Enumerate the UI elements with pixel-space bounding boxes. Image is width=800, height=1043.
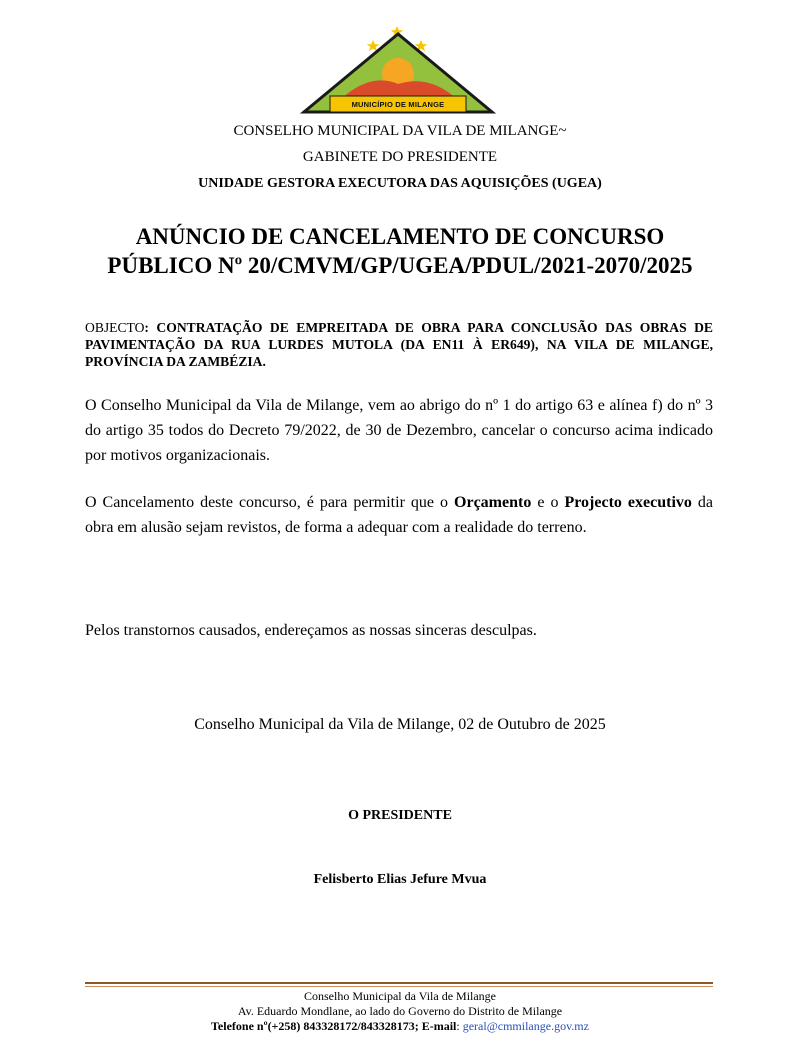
header-office: GABINETE DO PRESIDENTE [302,149,498,165]
paragraph-apology: Pelos transtornos causados, endereçamos as nossas sinceras desculpas. [85,622,537,639]
footer-divider-thin [85,986,713,987]
objecto-text: : CONTRATAÇÃO DE EMPREITADA DE OBRA PARA CONCLUSÃO DAS OBRAS DE PAVIMENTAÇÃO DA RUA LURDES MUTOLA (DA EN11 À ER649), NA VILA DE MILANGE, PROVÍNCIA DA ZAMBÉZIA. [85,320,713,369]
footer-phone-label: Telefone nº [211,1019,268,1033]
reason-text-3: da obra em alusão sejam revistos, de forma a adequar com a realidade do terreno. [85,494,714,536]
reason-bold-projecto: Projecto executivo [564,494,692,511]
logo-text: MUNICÍPIO DE MILANGE [351,100,445,109]
footer-email-link[interactable]: geral@cmmilange.gov.mz [462,1019,589,1033]
title-line-1: ANÚNCIO DE CANCELAMENTO DE CONCURSO [135,224,665,249]
header-unit: UNIDADE GESTORA EXECUTORA DAS AQUISIÇÕES (UGEA) [198,176,602,191]
footer-contacts [0,1019,800,1034]
paragraph-reason [85,490,713,540]
reason-text-1: O Cancelamento deste concurso, é para permitir que o [85,494,455,511]
footer-email-separator: : [456,1019,463,1033]
footer-phone-value: (+258) 843328172/843328173; E-mail [267,1019,457,1033]
footer-address: Av. Eduardo Mondlane, ao lado do Governo do Distrito de Milange [237,1004,563,1018]
document-title [60,222,740,280]
title-line-2: PÚBLICO Nº 20/CMVM/GP/UGEA/PDUL/2021-2070/2025 [107,253,693,278]
objecto-section [85,319,713,370]
signature-date-line: Conselho Municipal da Vila de Milange, 02 de Outubro de 2025 [194,716,606,733]
footer-divider-thick [85,982,713,984]
paragraph-legal-basis: O Conselho Municipal da Vila de Milange, vem ao abrigo do nº 1 do artigo 63 e alínea f) do nº 3 do artigo 35 todos do Decreto 79/2022, de 30 de Dezembro, cancelar o concurso acima indicado por motivos organizacionais. [85,397,713,464]
signature-role: O PRESIDENTE [348,808,452,823]
signature-name: Felisberto Elias Jefure Mvua [313,872,487,887]
reason-text-2: e o [531,494,565,511]
reason-bold-orcamento: Orçamento [454,494,532,511]
header-council-name: CONSELHO MUNICIPAL DA VILA DE MILANGE~ [233,123,567,139]
footer-council-name: Conselho Municipal da Vila de Milange [303,989,497,1003]
objecto-label: OBJECTO [85,320,145,335]
